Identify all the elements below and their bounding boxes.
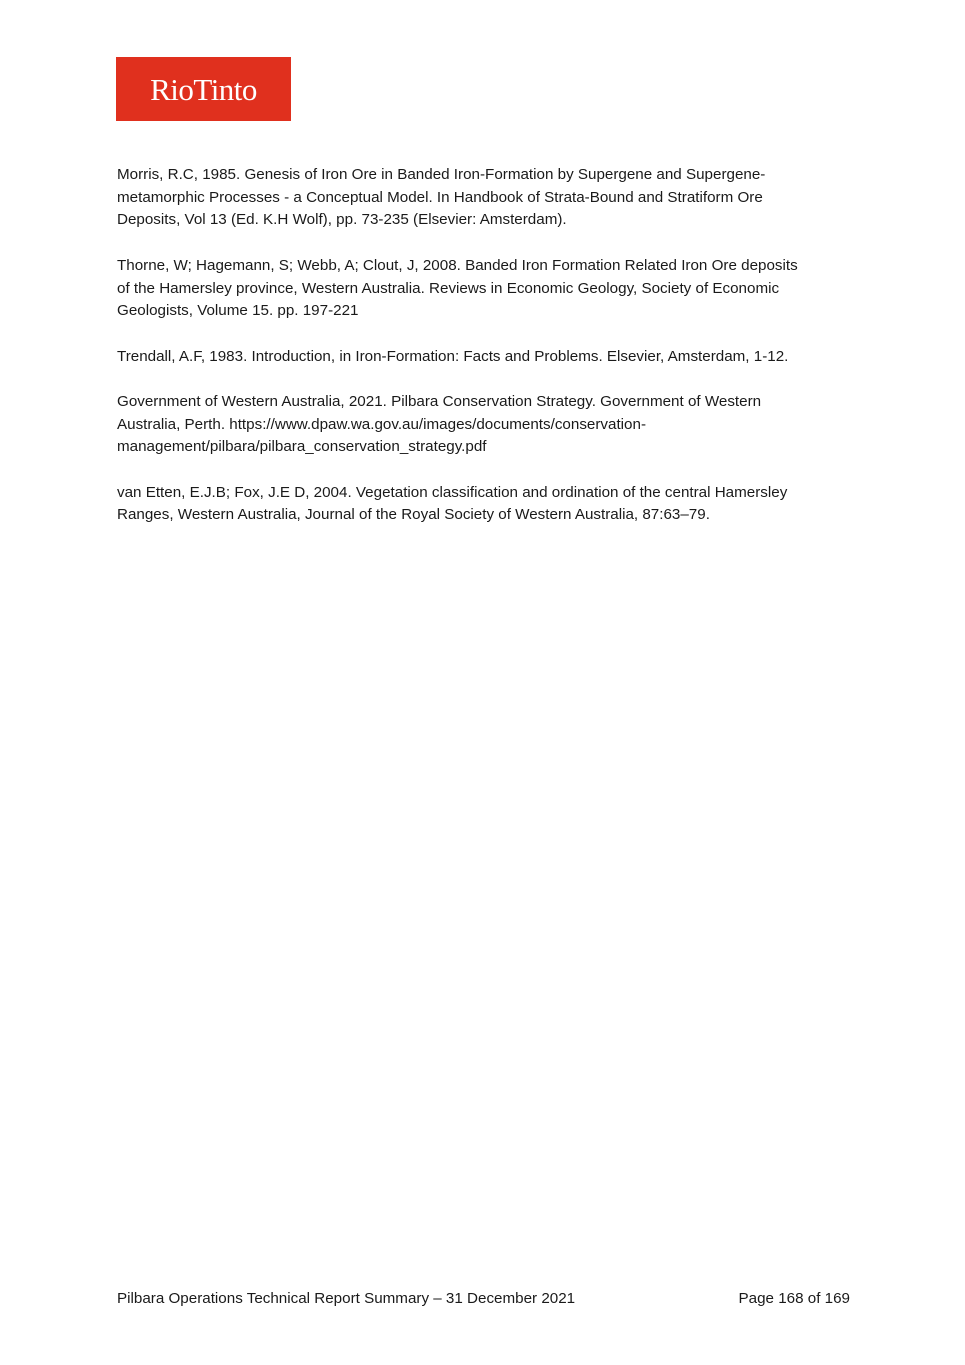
- references-list: [117, 164, 857, 550]
- reference-item: [117, 391, 857, 459]
- footer-report-title: Pilbara Operations Technical Report Summary – 31 December 2021: [117, 1290, 576, 1307]
- footer-page-number: Page 168 of 169: [738, 1290, 850, 1307]
- reference-line: of the Hamersley province, Western Australia. Reviews in Economic Geology, Society of Economic: [117, 279, 780, 297]
- reference-item: [117, 255, 857, 323]
- reference-line: Deposits, Vol 13 (Ed. K.H Wolf), pp. 73-235 (Elsevier: Amsterdam).: [117, 211, 567, 229]
- reference-line: metamorphic Processes - a Conceptual Model. In Handbook of Strata-Bound and Stratiform Ore: [117, 188, 763, 206]
- reference-line: Australia, Perth. https://www.dpaw.wa.gov.au/images/documents/conservation-: [117, 415, 647, 433]
- reference-item: [117, 482, 857, 527]
- reference-line: Trendall, A.F, 1983. Introduction, in Iron-Formation: Facts and Problems. Elsevier, Amsterdam, 1-12.: [117, 347, 789, 365]
- reference-line: Thorne, W; Hagemann, S; Webb, A; Clout, J, 2008. Banded Iron Formation Related Iron Ore deposits: [117, 256, 798, 274]
- reference-line: Ranges, Western Australia, Journal of the Royal Society of Western Australia, 87:63–79.: [117, 506, 710, 524]
- page-footer: [117, 1289, 850, 1309]
- reference-line: Geologists, Volume 15. pp. 197-221: [117, 302, 359, 320]
- reference-line: Morris, R.C, 1985. Genesis of Iron Ore in Banded Iron-Formation by Supergene and Supergene-: [117, 166, 766, 183]
- reference-line: management/pilbara/pilbara_conservation_strategy.pdf: [117, 438, 487, 456]
- reference-item: [117, 346, 857, 369]
- reference-line: Government of Western Australia, 2021. Pilbara Conservation Strategy. Government of Western: [117, 392, 762, 410]
- rio-tinto-logo: [116, 57, 291, 121]
- logo-text: RioTinto: [150, 71, 257, 107]
- reference-line: van Etten, E.J.B; Fox, J.E D, 2004. Vegetation classification and ordination of the central Hamersley: [117, 483, 788, 501]
- reference-item: [117, 164, 857, 232]
